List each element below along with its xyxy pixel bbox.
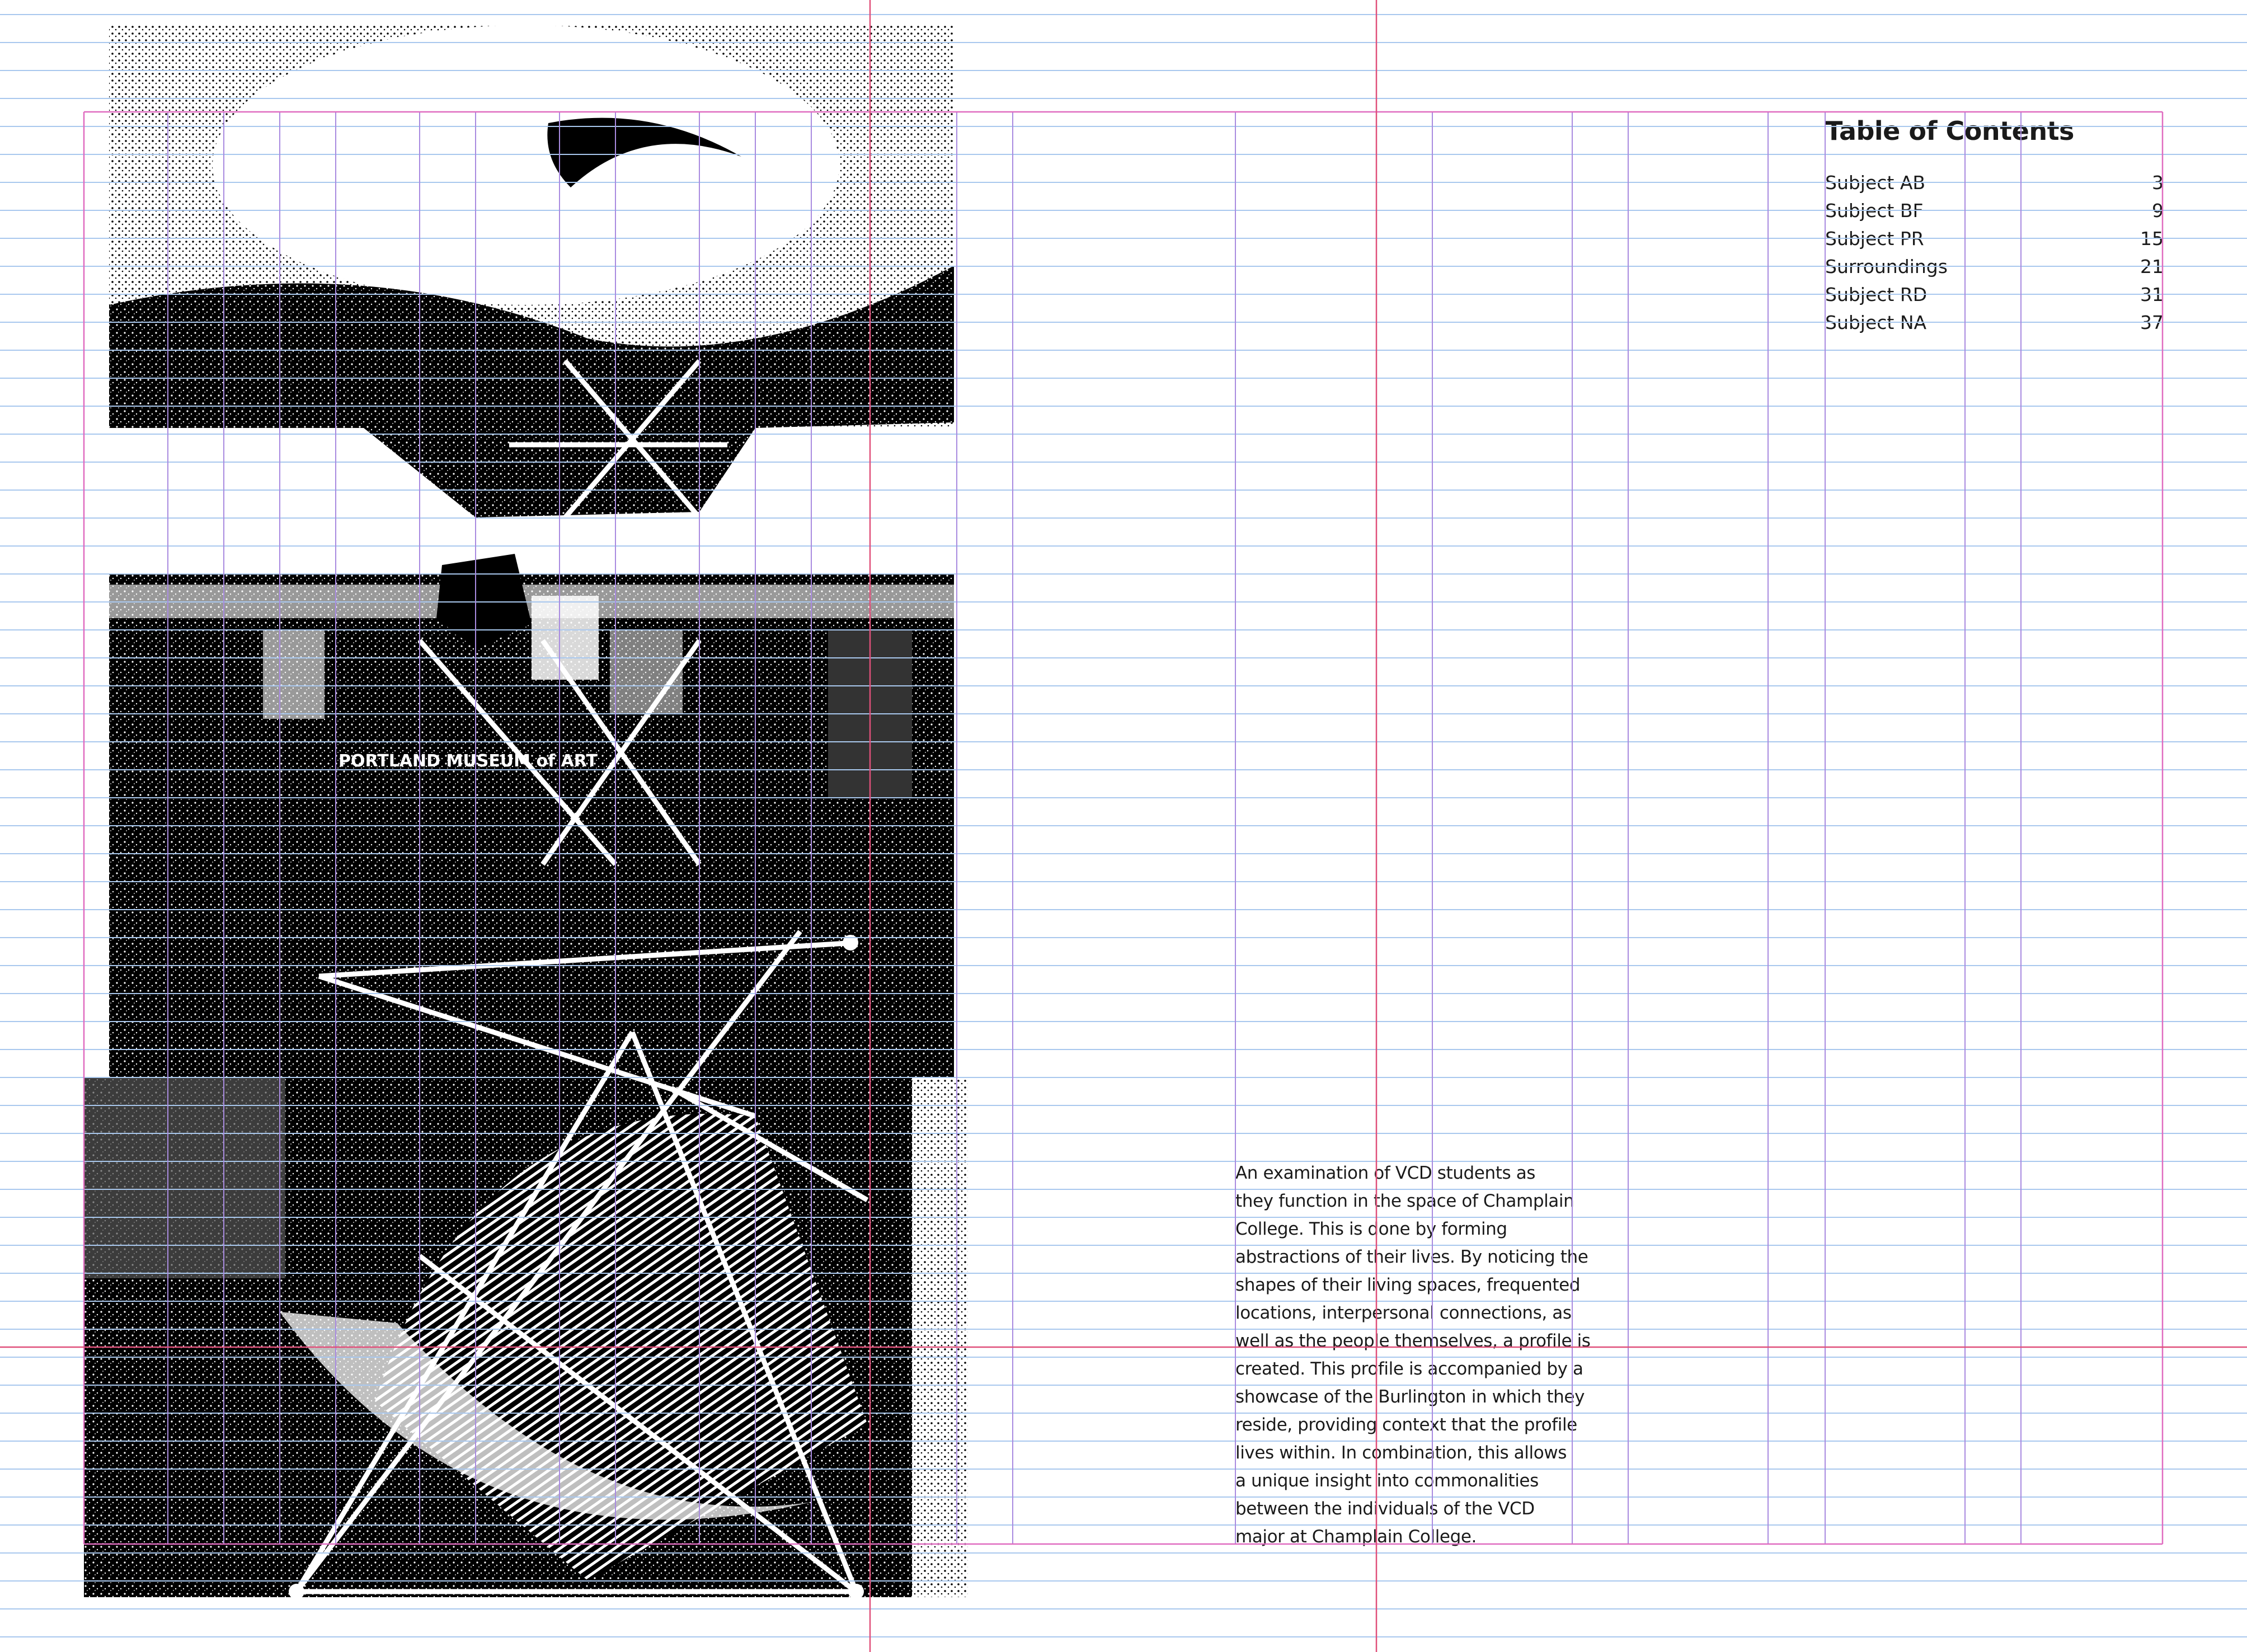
sign-text: PORTLAND MUSEUM of ART [339, 751, 598, 771]
intro-line: College. This is done by forming [1235, 1219, 1507, 1239]
toc-entry [1825, 309, 2164, 337]
toc-entry-page: 31 [2140, 284, 2164, 305]
intro-line: locations, interpersonal connections, as [1235, 1303, 1572, 1323]
intro-line: shapes of their living spaces, frequented [1235, 1275, 1581, 1295]
intro-line: created. This profile is accompanied by a [1235, 1359, 1583, 1379]
intro-line: An examination of VCD students as [1235, 1163, 1536, 1183]
toc-entry-label: Subject RD [1825, 284, 1928, 305]
intro-line: they function in the space of Champlain [1235, 1191, 1574, 1211]
toc-entry-page: 21 [2140, 256, 2164, 277]
toc-entry [1825, 225, 2164, 253]
middle-photo-block [109, 554, 954, 1088]
halftone-collage-image [84, 25, 1046, 1597]
toc-entry-page: 15 [2140, 228, 2164, 250]
toc-entry-page: 9 [2152, 200, 2164, 222]
intro-line: showcase of the Burlington in which they [1235, 1387, 1585, 1407]
toc-entry-label: Subject NA [1825, 312, 1927, 333]
toc-entry [1825, 197, 2164, 225]
toc-entry-label: Subject PR [1825, 228, 1924, 250]
intro-line: well as the people themselves, a profile is [1235, 1331, 1591, 1351]
intro-line: abstractions of their lives. By noticing the [1235, 1247, 1588, 1267]
toc-entry-page: 37 [2140, 312, 2164, 333]
toc-title: Table of Contents [1825, 116, 2074, 146]
toc-entry [1825, 281, 2164, 309]
intro-line: lives within. In combination, this allows [1235, 1443, 1567, 1463]
toc-entry-label: Subject AB [1825, 172, 1926, 194]
toc-entry-label: Subject BF [1825, 200, 1924, 222]
toc-entry-page: 3 [2152, 172, 2164, 194]
toc-entry [1825, 169, 2164, 197]
intro-line: reside, providing context that the profile [1235, 1415, 1577, 1435]
toc-entry-label: Surroundings [1825, 256, 1948, 277]
table-of-contents [1825, 112, 2164, 337]
intro-line: a unique insight into commonalities [1235, 1471, 1539, 1491]
intro-line: between the individuals of the VCD [1235, 1499, 1535, 1519]
intro-line: major at Champlain College. [1235, 1527, 1477, 1547]
toc-list [1825, 169, 2164, 337]
intro-paragraph [1235, 1159, 1591, 1551]
toc-entry [1825, 253, 2164, 281]
